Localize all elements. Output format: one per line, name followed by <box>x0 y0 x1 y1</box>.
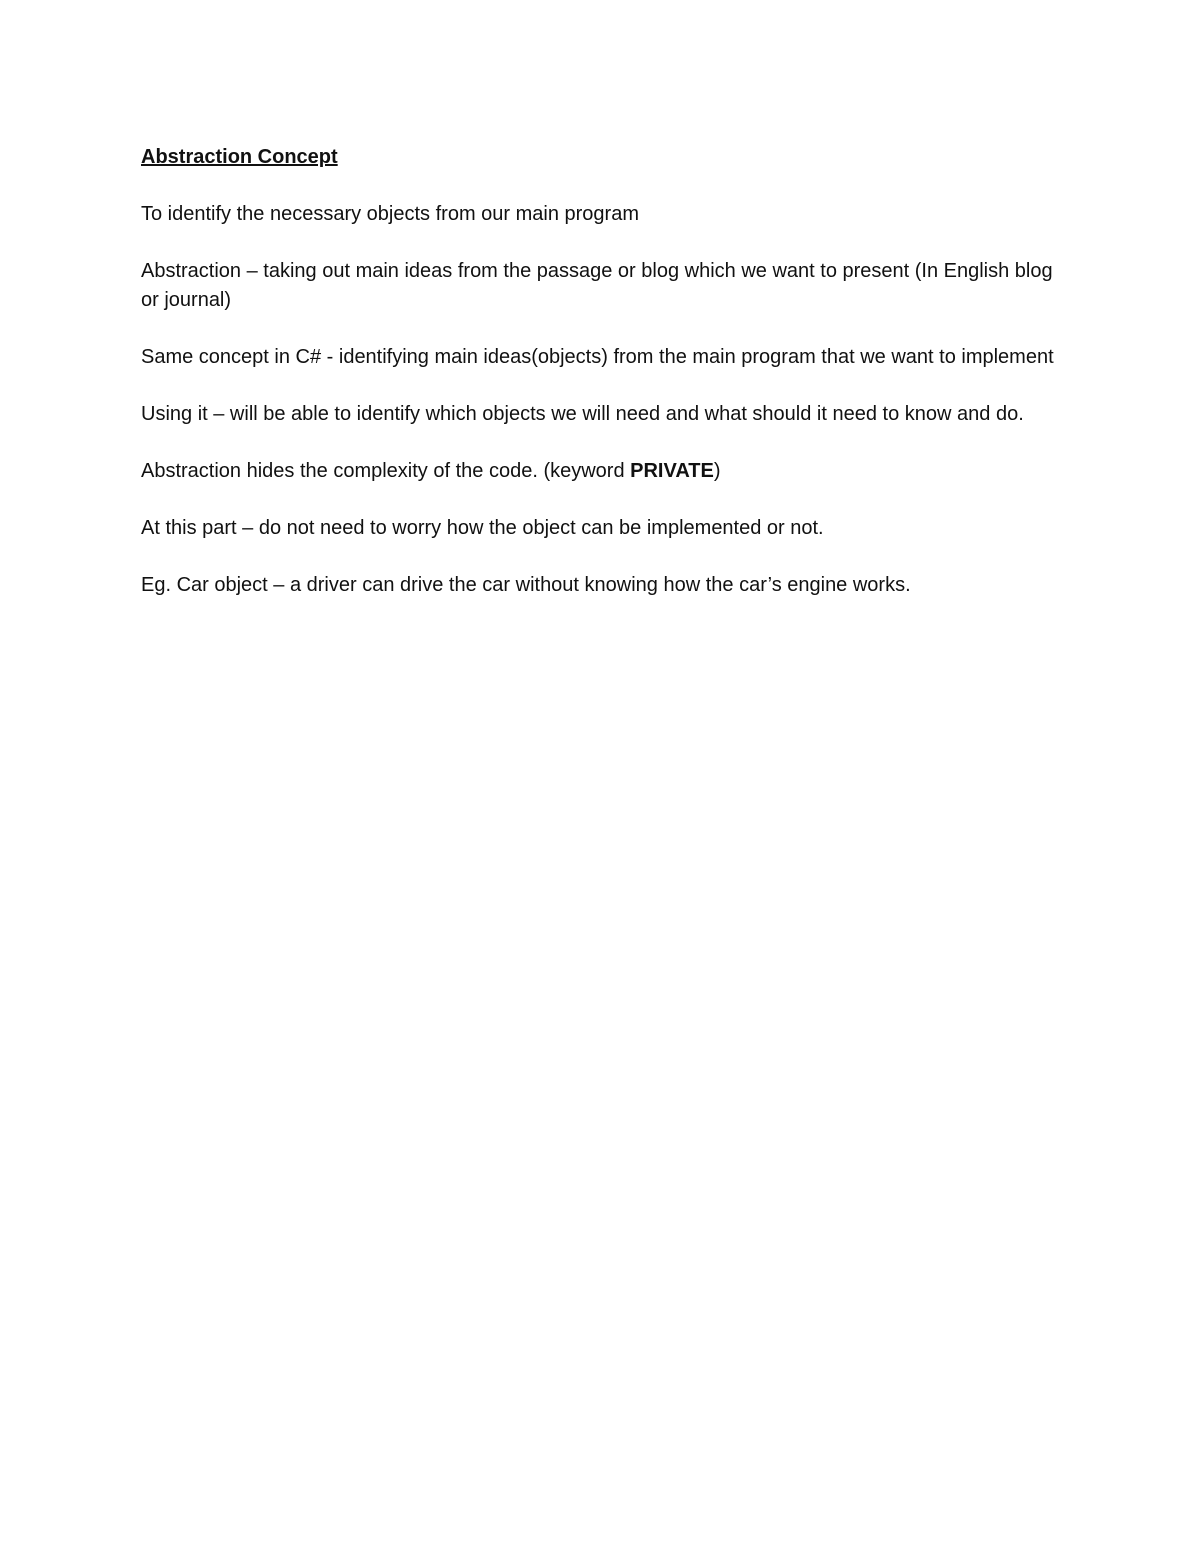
keyword-private: PRIVATE <box>630 460 714 482</box>
paragraph-example: Eg. Car object – a driver can drive the car without knowing how the car’s engine works. <box>141 574 911 596</box>
paragraph-usage: Using it – will be able to identify which objects we will need and what should it need to know and do. <box>141 403 1024 425</box>
paragraph-csharp-concept: Same concept in C# - identifying main ideas(objects) from the main program that we want to implement <box>141 346 1054 368</box>
paragraph-complexity <box>141 457 1071 486</box>
paragraph-complexity-closing: ) <box>713 460 721 482</box>
document-title: Abstraction Concept <box>141 146 338 168</box>
paragraph-purpose: To identify the necessary objects from our main program <box>141 203 639 225</box>
paragraph-abstraction-definition: Abstraction – taking out main ideas from the passage or blog which we want to present (In English blog or journal) <box>141 260 1053 311</box>
paragraph-complexity-text: Abstraction hides the complexity of the code. (keyword <box>141 460 631 482</box>
paragraph-implementation-note: At this part – do not need to worry how the object can be implemented or not. <box>141 517 824 539</box>
document-body <box>141 143 1071 628</box>
